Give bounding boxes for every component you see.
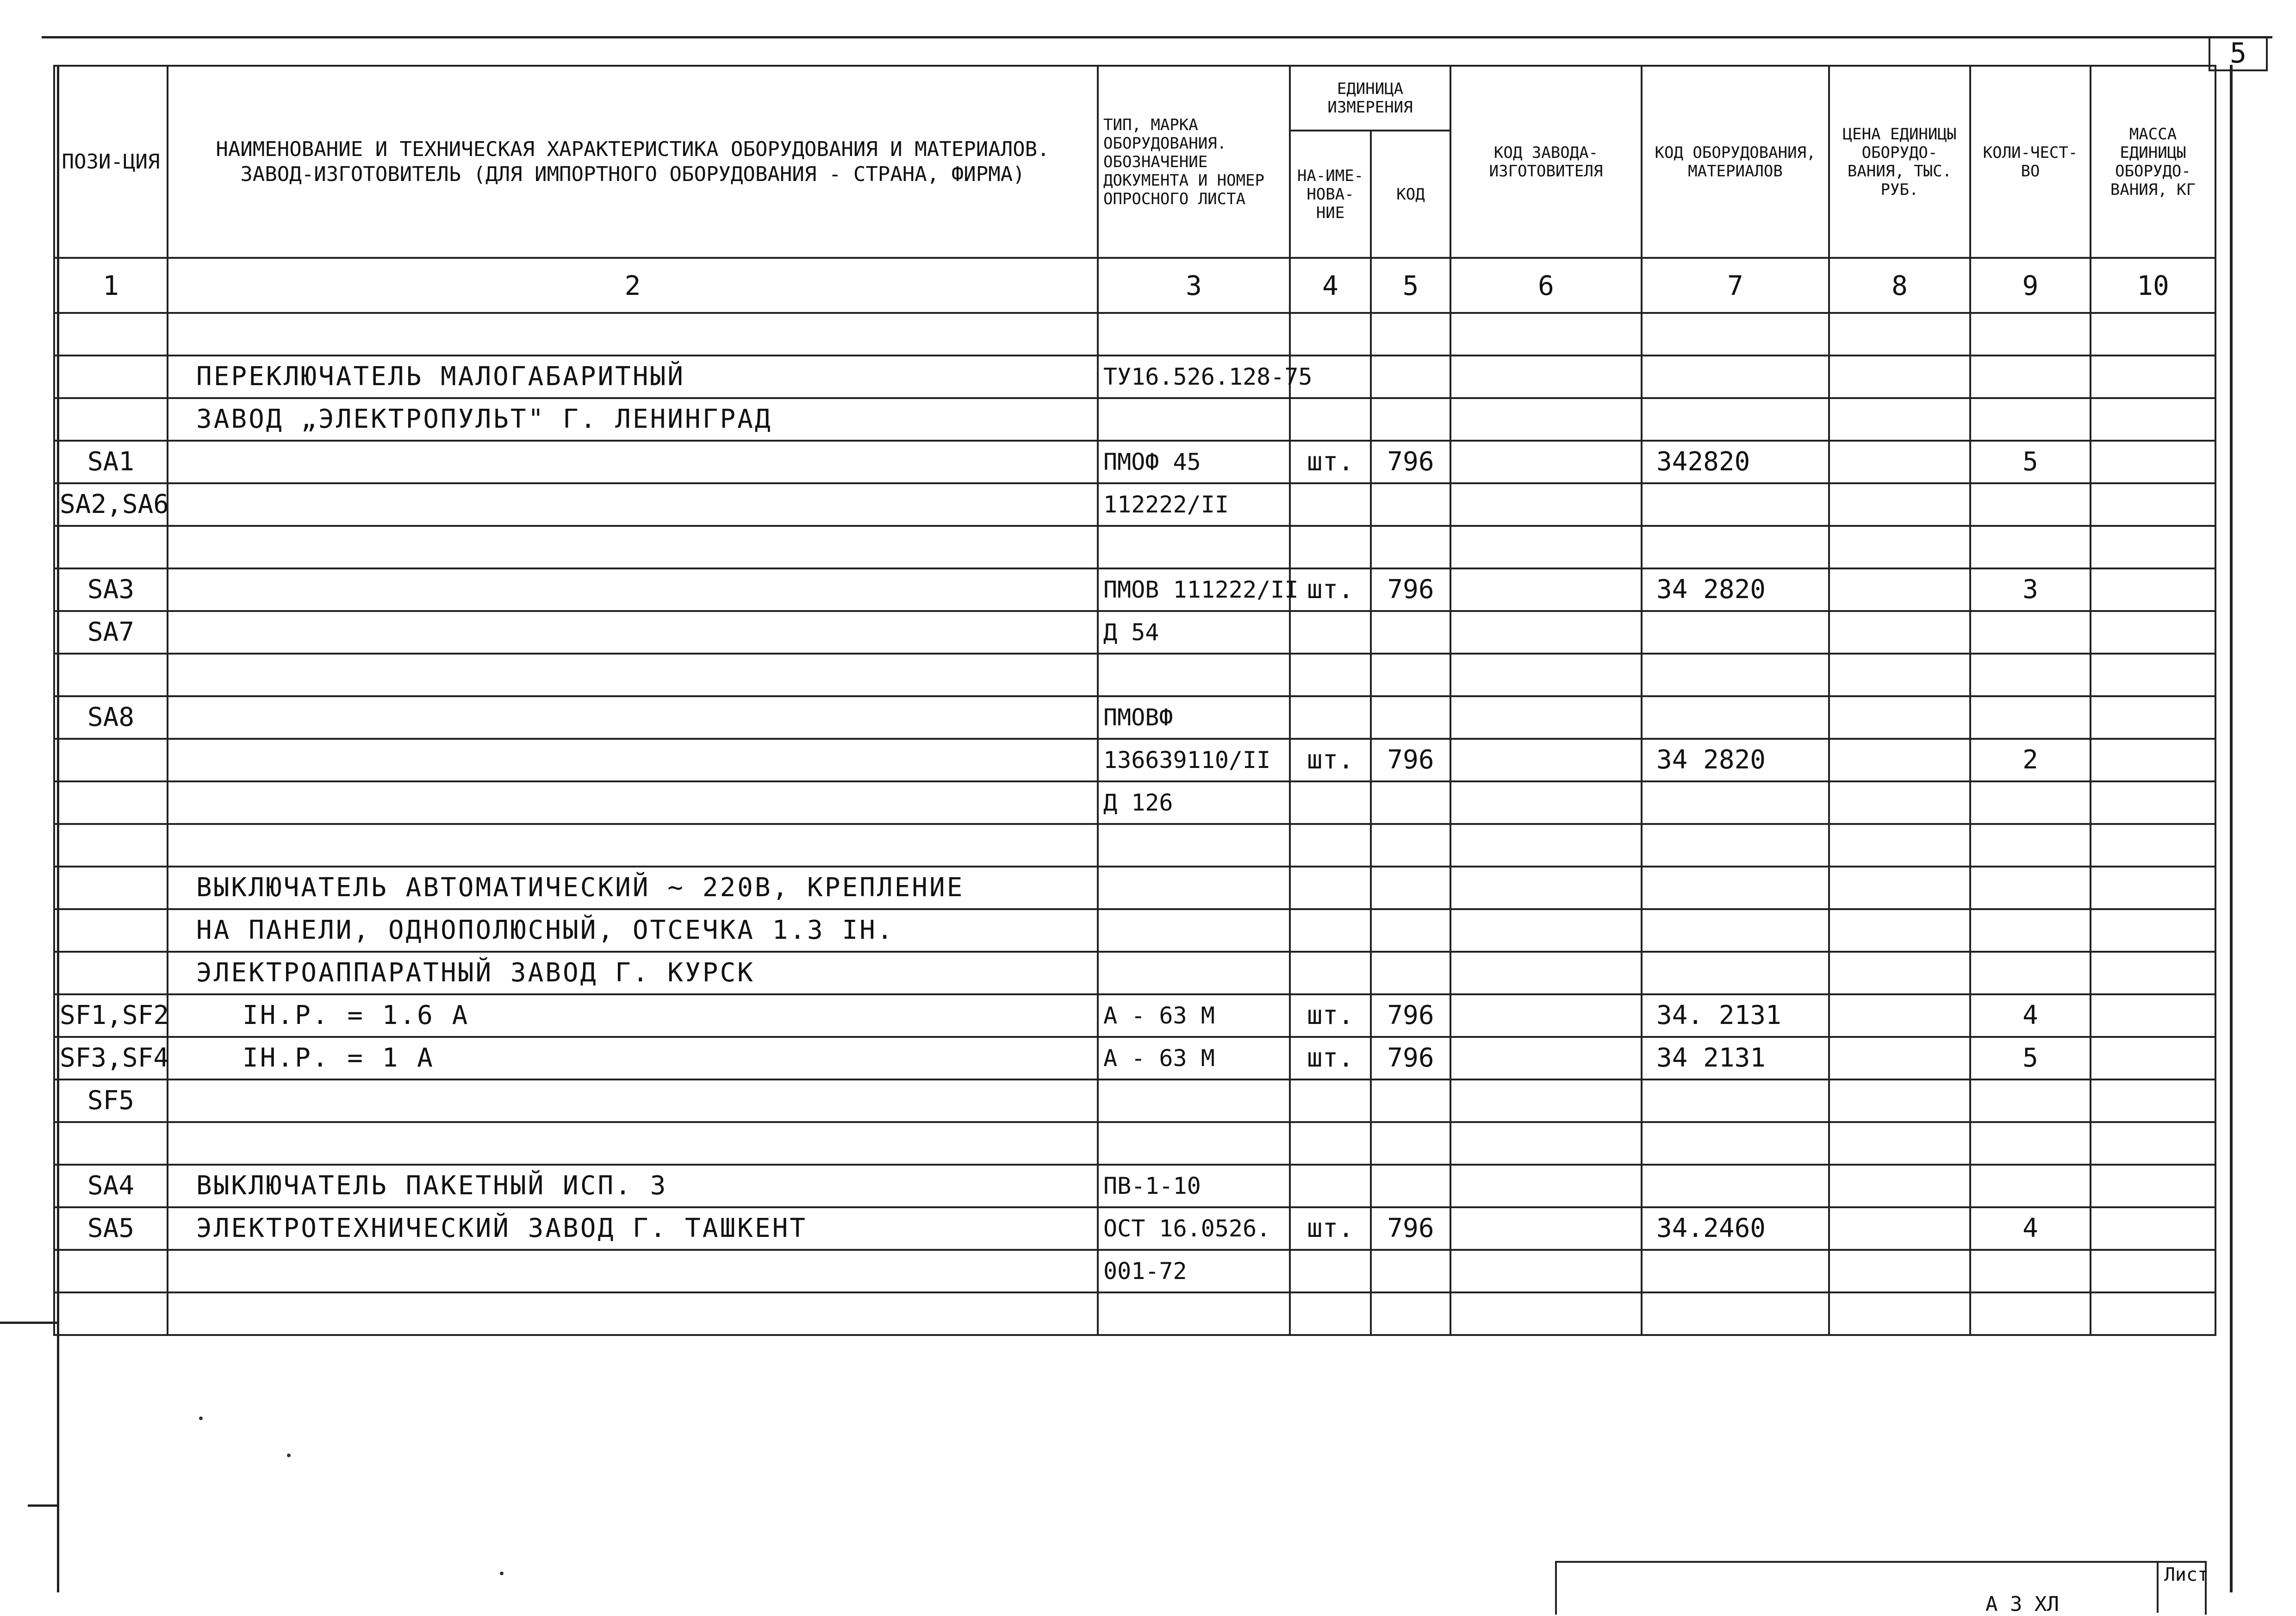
- row-unit-name: [1290, 313, 1371, 356]
- row-unit-name: шт.: [1290, 1207, 1371, 1250]
- table-row: [54, 994, 2215, 1037]
- column-number: 7: [1642, 258, 1829, 313]
- row-quantity: 3: [1970, 568, 2091, 611]
- row-type: ОСТ 16.0526.: [1098, 1207, 1290, 1250]
- row-name: [168, 1122, 1098, 1165]
- row-name: IН.Р. = 1.6 А: [168, 994, 1098, 1037]
- row-price: [1829, 654, 1970, 696]
- row-unit-name: шт.: [1290, 994, 1371, 1037]
- row-material-code: [1642, 313, 1829, 356]
- row-mass: [2091, 1250, 2215, 1292]
- row-plant-code: [1450, 568, 1642, 611]
- row-type: ПМОВ 111222/II: [1098, 568, 1290, 611]
- row-unit-code: [1371, 356, 1450, 398]
- row-plant-code: [1450, 654, 1642, 696]
- row-quantity: [1970, 526, 2091, 568]
- row-unit-code: [1371, 483, 1450, 526]
- row-type: [1098, 398, 1290, 441]
- table-row: [54, 1165, 2215, 1207]
- row-unit-name: [1290, 483, 1371, 526]
- row-mass: [2091, 611, 2215, 654]
- row-unit-code: [1371, 611, 1450, 654]
- row-unit-code: [1371, 1292, 1450, 1335]
- row-plant-code: [1450, 994, 1642, 1037]
- row-price: [1829, 696, 1970, 739]
- row-price: [1829, 994, 1970, 1037]
- title-block: [1555, 1561, 2207, 1615]
- row-plant-code: [1450, 1207, 1642, 1250]
- row-position: SA4: [54, 1165, 168, 1207]
- row-type: А - 63 М: [1098, 1037, 1290, 1079]
- row-quantity: [1970, 824, 2091, 867]
- row-position: SA8: [54, 696, 168, 739]
- row-name: [168, 824, 1098, 867]
- row-plant-code: [1450, 313, 1642, 356]
- row-plant-code: [1450, 824, 1642, 867]
- row-plant-code: [1450, 739, 1642, 781]
- sheet-label: Лист: [2157, 1561, 2214, 1613]
- row-unit-code: 796: [1371, 739, 1450, 781]
- row-quantity: [1970, 1122, 2091, 1165]
- row-name: [168, 526, 1098, 568]
- row-unit-code: [1371, 824, 1450, 867]
- table-row: [54, 824, 2215, 867]
- row-position: [54, 1122, 168, 1165]
- row-name: [168, 568, 1098, 611]
- column-number: 1: [54, 258, 168, 313]
- row-material-code: [1642, 1079, 1829, 1122]
- row-material-code: 342820: [1642, 441, 1829, 483]
- row-unit-name: шт.: [1290, 441, 1371, 483]
- row-price: [1829, 356, 1970, 398]
- row-price: [1829, 1079, 1970, 1122]
- row-type: [1098, 1292, 1290, 1335]
- scan-speck: [500, 1572, 504, 1575]
- row-plant-code: [1450, 1122, 1642, 1165]
- row-material-code: [1642, 1250, 1829, 1292]
- row-quantity: [1970, 483, 2091, 526]
- row-name: ЭЛЕКТРОТЕХНИЧЕСКИЙ ЗАВОД Г. ТАШКЕНТ: [168, 1207, 1098, 1250]
- row-mass: [2091, 313, 2215, 356]
- specification-table: [53, 65, 2216, 1336]
- row-name: [168, 441, 1098, 483]
- row-plant-code: [1450, 483, 1642, 526]
- row-type: [1098, 526, 1290, 568]
- row-quantity: [1970, 1292, 2091, 1335]
- column-number: 9: [1970, 258, 2091, 313]
- row-quantity: [1970, 398, 2091, 441]
- row-mass: [2091, 1037, 2215, 1079]
- row-unit-name: [1290, 696, 1371, 739]
- row-quantity: [1970, 909, 2091, 952]
- column-number: 2: [168, 258, 1098, 313]
- row-material-code: 34 2820: [1642, 568, 1829, 611]
- row-unit-name: [1290, 781, 1371, 824]
- row-position: SF1,SF2: [54, 994, 168, 1037]
- row-name: [168, 313, 1098, 356]
- row-quantity: 5: [1970, 441, 2091, 483]
- row-price: [1829, 781, 1970, 824]
- row-position: [54, 1292, 168, 1335]
- table-row: [54, 356, 2215, 398]
- table-row: [54, 781, 2215, 824]
- row-unit-code: 796: [1371, 568, 1450, 611]
- row-material-code: [1642, 824, 1829, 867]
- table-row: [54, 526, 2215, 568]
- row-unit-code: [1371, 1250, 1450, 1292]
- page-number: 5: [2209, 37, 2268, 71]
- row-price: [1829, 398, 1970, 441]
- row-position: SA1: [54, 441, 168, 483]
- row-unit-code: [1371, 1165, 1450, 1207]
- row-price: [1829, 867, 1970, 909]
- row-material-code: [1642, 398, 1829, 441]
- row-mass: [2091, 1122, 2215, 1165]
- column-number: 5: [1371, 258, 1450, 313]
- row-quantity: 2: [1970, 739, 2091, 781]
- row-material-code: 34 2131: [1642, 1037, 1829, 1079]
- row-mass: [2091, 909, 2215, 952]
- row-position: [54, 952, 168, 994]
- row-name: [168, 483, 1098, 526]
- row-quantity: 5: [1970, 1037, 2091, 1079]
- row-quantity: [1970, 1079, 2091, 1122]
- row-price: [1829, 1292, 1970, 1335]
- row-unit-name: [1290, 1165, 1371, 1207]
- row-position: SF3,SF4: [54, 1037, 168, 1079]
- row-unit-name: [1290, 1250, 1371, 1292]
- row-unit-name: [1290, 1292, 1371, 1335]
- row-unit-name: [1290, 952, 1371, 994]
- header-unit-code: КОД: [1371, 131, 1450, 258]
- row-material-code: [1642, 1292, 1829, 1335]
- row-type: ПМОВФ: [1098, 696, 1290, 739]
- header-mass: МАССА ЕДИНИЦЫ ОБОРУДО-ВАНИЯ, КГ: [2091, 66, 2215, 258]
- row-unit-code: [1371, 398, 1450, 441]
- row-position: [54, 356, 168, 398]
- row-name: ЭЛЕКТРОАППАРАТНЫЙ ЗАВОД Г. КУРСК: [168, 952, 1098, 994]
- row-plant-code: [1450, 696, 1642, 739]
- row-name: ЗАВОД „ЭЛЕКТРОПУЛЬТ" Г. ЛЕНИНГРАД: [168, 398, 1098, 441]
- row-price: [1829, 441, 1970, 483]
- row-plant-code: [1450, 867, 1642, 909]
- row-type: 001-72: [1098, 1250, 1290, 1292]
- row-name: ВЫКЛЮЧАТЕЛЬ АВТОМАТИЧЕСКИЙ ~ 220В, КРЕПЛЕНИЕ: [168, 867, 1098, 909]
- row-material-code: [1642, 1165, 1829, 1207]
- row-price: [1829, 824, 1970, 867]
- table-row: [54, 1207, 2215, 1250]
- row-quantity: [1970, 313, 2091, 356]
- row-quantity: [1970, 781, 2091, 824]
- row-quantity: [1970, 654, 2091, 696]
- scan-speck: [287, 1454, 291, 1457]
- table-row: [54, 611, 2215, 654]
- table-row: [54, 398, 2215, 441]
- row-position: [54, 824, 168, 867]
- row-position: SA2,SA6: [54, 483, 168, 526]
- row-position: SA3: [54, 568, 168, 611]
- column-number: 10: [2091, 258, 2215, 313]
- row-unit-code: [1371, 781, 1450, 824]
- row-type: Д 126: [1098, 781, 1290, 824]
- row-plant-code: [1450, 1165, 1642, 1207]
- row-unit-code: [1371, 526, 1450, 568]
- row-material-code: [1642, 867, 1829, 909]
- row-unit-name: [1290, 611, 1371, 654]
- row-price: [1829, 313, 1970, 356]
- header-unit-group: ЕДИНИЦА ИЗМЕРЕНИЯ: [1290, 66, 1450, 131]
- row-quantity: [1970, 1250, 2091, 1292]
- scan-speck: [199, 1416, 203, 1420]
- row-mass: [2091, 739, 2215, 781]
- row-plant-code: [1450, 1292, 1642, 1335]
- row-price: [1829, 611, 1970, 654]
- row-material-code: 34. 2131: [1642, 994, 1829, 1037]
- table-row: [54, 1079, 2215, 1122]
- row-unit-name: шт.: [1290, 568, 1371, 611]
- row-mass: [2091, 824, 2215, 867]
- row-material-code: [1642, 952, 1829, 994]
- row-type: [1098, 1079, 1290, 1122]
- row-mass: [2091, 568, 2215, 611]
- row-mass: [2091, 781, 2215, 824]
- row-position: [54, 909, 168, 952]
- row-unit-name: [1290, 867, 1371, 909]
- binding-tick-mark: [0, 1322, 58, 1324]
- row-mass: [2091, 952, 2215, 994]
- row-plant-code: [1450, 1250, 1642, 1292]
- row-name: [168, 611, 1098, 654]
- row-type: [1098, 1122, 1290, 1165]
- top-border-line: [42, 36, 2272, 38]
- row-unit-code: 796: [1371, 994, 1450, 1037]
- row-unit-name: шт.: [1290, 1037, 1371, 1079]
- row-plant-code: [1450, 526, 1642, 568]
- table-row: [54, 739, 2215, 781]
- table-row: [54, 1037, 2215, 1079]
- row-price: [1829, 1122, 1970, 1165]
- row-unit-name: шт.: [1290, 739, 1371, 781]
- column-number: 3: [1098, 258, 1290, 313]
- row-mass: [2091, 483, 2215, 526]
- row-unit-name: [1290, 526, 1371, 568]
- row-unit-code: [1371, 909, 1450, 952]
- column-number: 4: [1290, 258, 1371, 313]
- row-quantity: [1970, 611, 2091, 654]
- row-unit-code: [1371, 1079, 1450, 1122]
- row-material-code: [1642, 526, 1829, 568]
- row-name: [168, 696, 1098, 739]
- header-name: НАИМЕНОВАНИЕ И ТЕХНИЧЕСКАЯ ХАРАКТЕРИСТИКА ОБОРУДОВАНИЯ И МАТЕРИАЛОВ. ЗАВОД-ИЗГОТОВИТЕЛЬ (ДЛЯ ИМПОРТНОГО ОБОРУДОВАНИЯ - СТРАНА, ФИРМА): [168, 66, 1098, 258]
- row-name: ПЕРЕКЛЮЧАТЕЛЬ МАЛОГАБАРИТНЫЙ: [168, 356, 1098, 398]
- row-mass: [2091, 1079, 2215, 1122]
- row-material-code: [1642, 611, 1829, 654]
- row-mass: [2091, 654, 2215, 696]
- row-mass: [2091, 356, 2215, 398]
- row-position: SA7: [54, 611, 168, 654]
- row-type: [1098, 867, 1290, 909]
- binding-tick-mark: [28, 1504, 58, 1507]
- row-material-code: 34 2820: [1642, 739, 1829, 781]
- column-number: 8: [1829, 258, 1970, 313]
- row-plant-code: [1450, 441, 1642, 483]
- row-mass: [2091, 696, 2215, 739]
- row-plant-code: [1450, 398, 1642, 441]
- header-type: ТИП, МАРКА ОБОРУДОВАНИЯ. ОБОЗНАЧЕНИЕ ДОКУМЕНТА И НОМЕР ОПРОСНОГО ЛИСТА: [1098, 66, 1290, 258]
- table-row: [54, 909, 2215, 952]
- row-price: [1829, 526, 1970, 568]
- row-price: [1829, 568, 1970, 611]
- row-mass: [2091, 1165, 2215, 1207]
- row-position: [54, 654, 168, 696]
- row-position: SF5: [54, 1079, 168, 1122]
- row-name: [168, 1079, 1098, 1122]
- row-quantity: [1970, 1165, 2091, 1207]
- row-type: 136639110/II: [1098, 739, 1290, 781]
- row-unit-code: [1371, 867, 1450, 909]
- row-type: [1098, 824, 1290, 867]
- table-body: [54, 313, 2215, 1335]
- row-price: [1829, 1207, 1970, 1250]
- table-row: [54, 1250, 2215, 1292]
- row-position: SA5: [54, 1207, 168, 1250]
- row-material-code: [1642, 483, 1829, 526]
- row-type: [1098, 909, 1290, 952]
- row-name: [168, 1292, 1098, 1335]
- header-position: ПОЗИ-ЦИЯ: [54, 66, 168, 258]
- row-name: IН.Р. = 1 А: [168, 1037, 1098, 1079]
- row-type: 112222/II: [1098, 483, 1290, 526]
- row-unit-name: [1290, 909, 1371, 952]
- header-price: ЦЕНА ЕДИНИЦЫ ОБОРУДО-ВАНИЯ, ТЫС. РУБ.: [1829, 66, 1970, 258]
- row-material-code: [1642, 654, 1829, 696]
- row-quantity: [1970, 952, 2091, 994]
- table-header: [54, 66, 2215, 313]
- row-type: [1098, 952, 1290, 994]
- row-plant-code: [1450, 611, 1642, 654]
- row-name: ВЫКЛЮЧАТЕЛЬ ПАКЕТНЫЙ ИСП. 3: [168, 1165, 1098, 1207]
- row-material-code: [1642, 909, 1829, 952]
- row-material-code: [1642, 1122, 1829, 1165]
- table-row: [54, 696, 2215, 739]
- row-plant-code: [1450, 781, 1642, 824]
- row-type: ТУ16.526.128-75: [1098, 356, 1290, 398]
- row-unit-code: [1371, 1122, 1450, 1165]
- row-unit-code: [1371, 952, 1450, 994]
- row-material-code: [1642, 356, 1829, 398]
- row-unit-code: 796: [1371, 1207, 1450, 1250]
- row-name: [168, 1250, 1098, 1292]
- row-plant-code: [1450, 1079, 1642, 1122]
- table-row: [54, 568, 2215, 611]
- row-price: [1829, 739, 1970, 781]
- header-quantity: КОЛИ-ЧЕСТ-ВО: [1970, 66, 2091, 258]
- row-unit-name: [1290, 1079, 1371, 1122]
- row-mass: [2091, 526, 2215, 568]
- row-position: [54, 526, 168, 568]
- row-plant-code: [1450, 952, 1642, 994]
- row-price: [1829, 1165, 1970, 1207]
- column-number-row: [54, 258, 2215, 313]
- row-price: [1829, 909, 1970, 952]
- table-row: [54, 1292, 2215, 1335]
- row-unit-name: [1290, 1122, 1371, 1165]
- table-row: [54, 654, 2215, 696]
- row-type: ПВ-1-10: [1098, 1165, 1290, 1207]
- row-name: [168, 654, 1098, 696]
- row-position: [54, 398, 168, 441]
- row-unit-name: [1290, 398, 1371, 441]
- row-type: [1098, 654, 1290, 696]
- row-unit-code: 796: [1371, 1037, 1450, 1079]
- table-row: [54, 867, 2215, 909]
- table-row: [54, 441, 2215, 483]
- row-material-code: [1642, 781, 1829, 824]
- row-unit-code: [1371, 313, 1450, 356]
- row-price: [1829, 1250, 1970, 1292]
- row-position: [54, 867, 168, 909]
- row-material-code: [1642, 696, 1829, 739]
- row-position: [54, 313, 168, 356]
- row-unit-name: [1290, 654, 1371, 696]
- row-name: [168, 781, 1098, 824]
- row-type: [1098, 313, 1290, 356]
- row-mass: [2091, 398, 2215, 441]
- row-position: [54, 1250, 168, 1292]
- row-quantity: [1970, 356, 2091, 398]
- row-mass: [2091, 1292, 2215, 1335]
- header-unit-name: НА-ИМЕ-НОВА-НИЕ: [1290, 131, 1371, 258]
- row-quantity: 4: [1970, 994, 2091, 1037]
- table-row: [54, 313, 2215, 356]
- row-type: Д 54: [1098, 611, 1290, 654]
- row-quantity: 4: [1970, 1207, 2091, 1250]
- row-quantity: [1970, 867, 2091, 909]
- row-unit-code: [1371, 654, 1450, 696]
- row-unit-name: [1290, 824, 1371, 867]
- header-material-code: КОД ОБОРУДОВАНИЯ, МАТЕРИАЛОВ: [1642, 66, 1829, 258]
- table-row: [54, 483, 2215, 526]
- table-row: [54, 1122, 2215, 1165]
- row-plant-code: [1450, 909, 1642, 952]
- row-price: [1829, 952, 1970, 994]
- row-name: [168, 739, 1098, 781]
- row-mass: [2091, 441, 2215, 483]
- row-type: А - 63 М: [1098, 994, 1290, 1037]
- row-unit-code: [1371, 696, 1450, 739]
- row-position: [54, 781, 168, 824]
- table-row: [54, 952, 2215, 994]
- row-mass: [2091, 1207, 2215, 1250]
- title-block-code: А 3 ХЛ: [1985, 1592, 2059, 1616]
- row-quantity: [1970, 696, 2091, 739]
- row-position: [54, 739, 168, 781]
- row-material-code: 34.2460: [1642, 1207, 1829, 1250]
- row-price: [1829, 1037, 1970, 1079]
- row-unit-code: 796: [1371, 441, 1450, 483]
- row-mass: [2091, 867, 2215, 909]
- row-type: ПМОФ 45: [1098, 441, 1290, 483]
- row-name: НА ПАНЕЛИ, ОДНОПОЛЮСНЫЙ, ОТСЕЧКА 1.3 IН.: [168, 909, 1098, 952]
- row-mass: [2091, 994, 2215, 1037]
- column-number: 6: [1450, 258, 1642, 313]
- row-plant-code: [1450, 1037, 1642, 1079]
- row-plant-code: [1450, 356, 1642, 398]
- row-price: [1829, 483, 1970, 526]
- header-plant-code: КОД ЗАВОДА-ИЗГОТОВИТЕЛЯ: [1450, 66, 1642, 258]
